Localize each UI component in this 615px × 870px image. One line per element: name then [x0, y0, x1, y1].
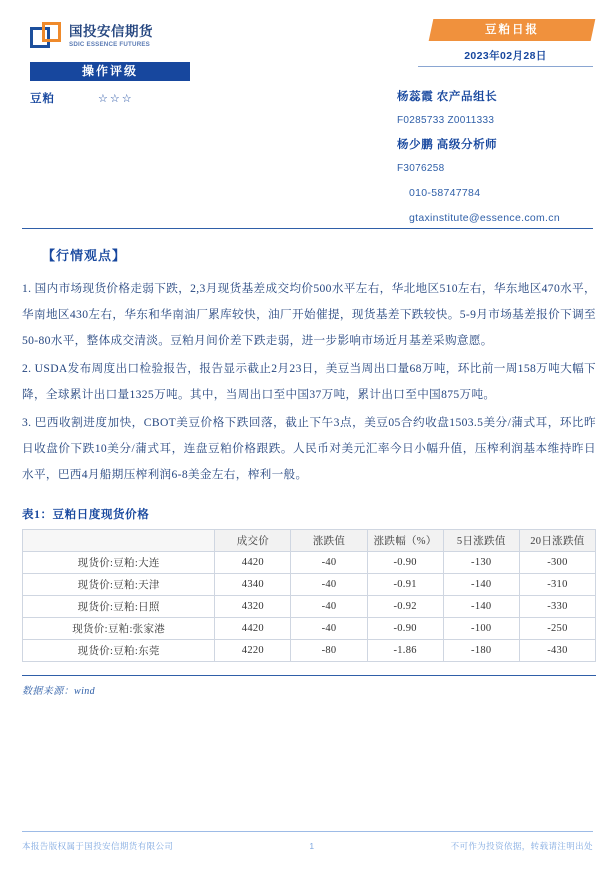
market-view-paragraph-1: 1. 国内市场现货价格走弱下跌，2,3月现货基差成交均价500水平左右，华北地区510左右，华东地区470水平，华南地区430左右，华东和华南油厂累库较快，油厂开始催提，现货基差下跌较快。5-9月市场基差报价下调至50-80水平，整体成交清淡。豆粕月间价差下跌走弱，进一步影响市场近月基差采购意愿。: [22, 282, 596, 347]
analyst-block: [383, 85, 593, 231]
operation-rating-title: 操作评级: [30, 62, 190, 81]
cell-change-pct: -1.86: [367, 640, 443, 662]
cell-change-pct: -0.91: [367, 574, 443, 596]
cell-change-20d: -430: [519, 640, 595, 662]
data-source-note: 数据来源：wind: [22, 675, 596, 697]
table-header: [23, 530, 596, 552]
table-header-row: [23, 530, 596, 552]
report-title: 豆粕日报: [485, 24, 539, 36]
cell-change-20d: -310: [519, 574, 595, 596]
cell-price: 4420: [215, 552, 291, 574]
logo-mark-icon: [30, 22, 64, 52]
report-footer: [22, 840, 593, 852]
cell-change: -40: [291, 552, 367, 574]
table-col-header-0: [23, 530, 215, 552]
table-body: [23, 552, 596, 662]
footer-page-number: 1: [309, 841, 315, 851]
cell-change-pct: -0.92: [367, 596, 443, 618]
header-divider: [22, 228, 593, 229]
operation-rating-row: [30, 90, 210, 106]
analyst-name-1: 杨蕊霞 农产品组长: [397, 91, 498, 103]
market-view-heading: 【行情观点】: [42, 248, 127, 263]
table-col-header-1: 成交价: [215, 530, 291, 552]
cell-change-pct: -0.90: [367, 618, 443, 640]
cell-change-5d: -130: [443, 552, 519, 574]
table-row: [23, 552, 596, 574]
cell-change-20d: -300: [519, 552, 595, 574]
report-header: [0, 0, 615, 222]
cell-price: 4420: [215, 618, 291, 640]
report-date: 2023年02月28日: [418, 48, 593, 67]
row-label: 现货价:豆粕:日照: [23, 596, 215, 618]
table-row: [23, 574, 596, 596]
cell-price: 4220: [215, 640, 291, 662]
table-col-header-5: 20日涨跌值: [519, 530, 595, 552]
contact-email: gtaxinstitute@essence.com.cn: [409, 212, 560, 224]
footer-copyright: 本报告版权属于国投安信期货有限公司: [22, 841, 174, 851]
contact-phone: 010-58747784: [409, 187, 481, 199]
analyst-code-1: F0285733 Z0011333: [397, 115, 495, 126]
table-row: [23, 596, 596, 618]
report-title-banner: [431, 19, 593, 41]
cell-change-20d: -330: [519, 596, 595, 618]
cell-change-5d: -100: [443, 618, 519, 640]
analyst-name-2: 杨少鹏 高级分析师: [397, 139, 498, 151]
cell-price: 4320: [215, 596, 291, 618]
logo-text: [69, 22, 153, 49]
company-name-cn: 国投安信期货: [69, 24, 153, 39]
row-label: 现货价:豆粕:东莞: [23, 640, 215, 662]
cell-change: -40: [291, 574, 367, 596]
cell-change: -80: [291, 640, 367, 662]
cell-change-5d: -140: [443, 574, 519, 596]
cell-change: -40: [291, 618, 367, 640]
spot-price-table: [22, 529, 596, 662]
logo-square-orange-icon: [42, 22, 61, 42]
row-label: 现货价:豆粕:天津: [23, 574, 215, 596]
company-logo: [30, 22, 153, 52]
row-label: 现货价:豆粕:大连: [23, 552, 215, 574]
cell-change-pct: -0.90: [367, 552, 443, 574]
cell-change: -40: [291, 596, 367, 618]
table-col-header-2: 涨跌值: [291, 530, 367, 552]
table-row: [23, 640, 596, 662]
rating-product-label: 豆粕: [30, 93, 55, 105]
rating-stars: ☆☆☆: [98, 92, 134, 105]
company-name-en: SDIC ESSENCE FUTURES: [69, 41, 151, 48]
table-row: [23, 618, 596, 640]
market-view-paragraph-2: 2. USDA发布周度出口检验报告，报告显示截止2月23日，美豆当周出口量68万吨，环比前一周158万吨大幅下降，全球累计出口量1325万吨。其中，当周出口至中国37万吨，累计出口至中国875万吨。: [22, 362, 596, 401]
cell-change-5d: -140: [443, 596, 519, 618]
footer-disclaimer: 不可作为投资依据，转载请注明出处: [450, 841, 593, 851]
row-label: 现货价:豆粕:张家港: [23, 618, 215, 640]
table-caption: 表1：豆粕日度现货价格: [22, 509, 150, 521]
table-col-header-4: 5日涨跌值: [443, 530, 519, 552]
footer-divider: [22, 831, 593, 832]
report-body: [22, 245, 596, 697]
market-view-paragraph-3: 3. 巴西收割进度加快，CBOT美豆价格下跌回落，截止下午3点，美豆05合约收盘1503.5美分/蒲式耳，环比昨日收盘价下跌10美分/蒲式耳，连盘豆粕价格跟跌。人民币对美元汇率今日小幅升值，压榨利润基本维持昨日水平，巴西4月船期压榨利润6-8美金左右，榨利一般。: [22, 416, 596, 481]
cell-change-5d: -180: [443, 640, 519, 662]
cell-price: 4340: [215, 574, 291, 596]
analyst-code-2: F3076258: [397, 163, 445, 174]
cell-change-20d: -250: [519, 618, 595, 640]
table-col-header-3: 涨跌幅（%）: [367, 530, 443, 552]
